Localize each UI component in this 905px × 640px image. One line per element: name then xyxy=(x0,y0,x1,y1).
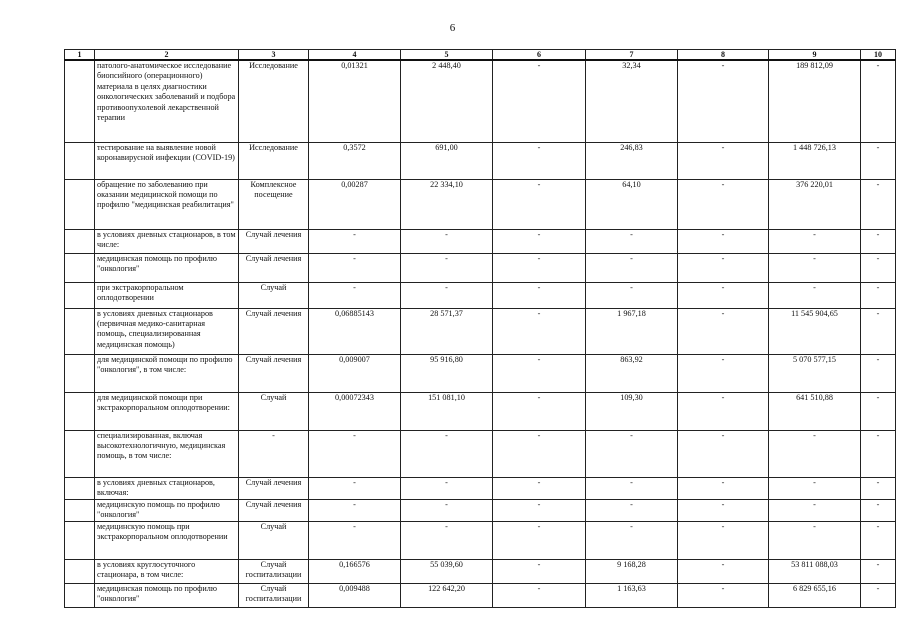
header-cell: 6 xyxy=(493,50,586,61)
value-cell-4: - xyxy=(309,282,401,308)
row-number-cell xyxy=(65,559,95,583)
value-cell-8: - xyxy=(678,559,769,583)
row-name-cell: в условиях дневных стационаров (первичная медико-санитарная помощь, специализированная медицинская помощь) xyxy=(95,308,239,354)
value-cell-6: - xyxy=(493,308,586,354)
value-cell-6: - xyxy=(493,521,586,559)
value-cell-8: - xyxy=(678,521,769,559)
header-cell: 1 xyxy=(65,50,95,61)
value-cell-9: 641 510,88 xyxy=(769,392,861,430)
row-name-cell: для медицинской помощи при экстракорпоральном оплодотворении: xyxy=(95,392,239,430)
row-name-cell: обращение по заболеванию при оказании медицинской помощи по профилю "медицинская реабилитация" xyxy=(95,179,239,229)
row-number-cell xyxy=(65,521,95,559)
value-cell-6: - xyxy=(493,499,586,521)
table-row xyxy=(65,430,896,477)
value-cell-9: - xyxy=(769,499,861,521)
row-number-cell xyxy=(65,583,95,607)
value-cell-8: - xyxy=(678,392,769,430)
value-cell-5: 691,00 xyxy=(401,142,493,179)
value-cell-10: - xyxy=(861,521,896,559)
value-cell-6: - xyxy=(493,282,586,308)
value-cell-4: - xyxy=(309,430,401,477)
header-cell: 10 xyxy=(861,50,896,61)
value-cell-8: - xyxy=(678,354,769,392)
value-cell-5: - xyxy=(401,521,493,559)
value-cell-10: - xyxy=(861,179,896,229)
unit-cell: Исследование xyxy=(239,60,309,142)
table-row xyxy=(65,229,896,253)
value-cell-4: 0,00072343 xyxy=(309,392,401,430)
row-name-cell: медицинскую помощь при экстракорпоральном оплодотворении xyxy=(95,521,239,559)
unit-cell: Случай xyxy=(239,282,309,308)
value-cell-7: - xyxy=(586,229,678,253)
value-cell-8: - xyxy=(678,308,769,354)
value-cell-7: - xyxy=(586,430,678,477)
value-cell-8: - xyxy=(678,142,769,179)
value-cell-6: - xyxy=(493,559,586,583)
row-name-cell: медицинская помощь по профилю "онкология" xyxy=(95,583,239,607)
value-cell-4: - xyxy=(309,229,401,253)
header-cell: 4 xyxy=(309,50,401,61)
value-cell-9: - xyxy=(769,477,861,499)
value-cell-7: - xyxy=(586,499,678,521)
table-row xyxy=(65,282,896,308)
unit-cell: Случай госпитализации xyxy=(239,559,309,583)
value-cell-6: - xyxy=(493,229,586,253)
value-cell-9: - xyxy=(769,430,861,477)
value-cell-4: 0,166576 xyxy=(309,559,401,583)
tariff-table xyxy=(64,49,896,608)
row-number-cell xyxy=(65,60,95,142)
value-cell-7: - xyxy=(586,282,678,308)
row-name-cell: при экстракорпоральном оплодотворении xyxy=(95,282,239,308)
value-cell-4: 0,00287 xyxy=(309,179,401,229)
value-cell-7: 32,34 xyxy=(586,60,678,142)
unit-cell: - xyxy=(239,430,309,477)
value-cell-8: - xyxy=(678,229,769,253)
row-name-cell: медицинскую помощь по профилю "онкология" xyxy=(95,499,239,521)
value-cell-10: - xyxy=(861,583,896,607)
page-number: 6 xyxy=(449,22,456,34)
table-row xyxy=(65,60,896,142)
value-cell-5: 151 081,10 xyxy=(401,392,493,430)
row-number-cell xyxy=(65,430,95,477)
value-cell-4: 0,009007 xyxy=(309,354,401,392)
unit-cell: Случай госпитализации xyxy=(239,583,309,607)
value-cell-10: - xyxy=(861,499,896,521)
value-cell-4: 0,009488 xyxy=(309,583,401,607)
table-row xyxy=(65,583,896,607)
unit-cell: Случай лечения xyxy=(239,253,309,282)
row-number-cell xyxy=(65,142,95,179)
table-row xyxy=(65,392,896,430)
value-cell-5: 2 448,40 xyxy=(401,60,493,142)
row-number-cell xyxy=(65,392,95,430)
value-cell-5: 95 916,80 xyxy=(401,354,493,392)
value-cell-7: - xyxy=(586,477,678,499)
value-cell-6: - xyxy=(493,477,586,499)
value-cell-6: - xyxy=(493,142,586,179)
row-number-cell xyxy=(65,354,95,392)
value-cell-10: - xyxy=(861,229,896,253)
row-number-cell xyxy=(65,282,95,308)
row-name-cell: в условиях дневных стационаров, в том числе: xyxy=(95,229,239,253)
value-cell-4: 0,3572 xyxy=(309,142,401,179)
row-number-cell xyxy=(65,477,95,499)
value-cell-10: - xyxy=(861,392,896,430)
value-cell-8: - xyxy=(678,60,769,142)
value-cell-5: - xyxy=(401,229,493,253)
unit-cell: Случай лечения xyxy=(239,477,309,499)
unit-cell: Случай лечения xyxy=(239,308,309,354)
value-cell-6: - xyxy=(493,392,586,430)
value-cell-8: - xyxy=(678,477,769,499)
table-row xyxy=(65,308,896,354)
value-cell-10: - xyxy=(861,308,896,354)
value-cell-8: - xyxy=(678,253,769,282)
table-row xyxy=(65,499,896,521)
value-cell-7: 109,30 xyxy=(586,392,678,430)
unit-cell: Случай лечения xyxy=(239,354,309,392)
row-name-cell: патолого-анатомическое исследование биопсийного (операционного) материала в целях диагностики онкологических заболеваний и подбора противоопухолевой лекарственной терапии xyxy=(95,60,239,142)
value-cell-6: - xyxy=(493,583,586,607)
value-cell-9: - xyxy=(769,521,861,559)
value-cell-9: - xyxy=(769,253,861,282)
value-cell-9: 6 829 655,16 xyxy=(769,583,861,607)
unit-cell: Комплексное посещение xyxy=(239,179,309,229)
header-cell: 7 xyxy=(586,50,678,61)
unit-cell: Исследование xyxy=(239,142,309,179)
table-row xyxy=(65,179,896,229)
value-cell-6: - xyxy=(493,253,586,282)
header-cell: 8 xyxy=(678,50,769,61)
value-cell-9: 53 811 088,03 xyxy=(769,559,861,583)
value-cell-7: - xyxy=(586,253,678,282)
unit-cell: Случай лечения xyxy=(239,499,309,521)
row-number-cell xyxy=(65,179,95,229)
value-cell-6: - xyxy=(493,354,586,392)
value-cell-8: - xyxy=(678,282,769,308)
value-cell-10: - xyxy=(861,253,896,282)
row-number-cell xyxy=(65,229,95,253)
value-cell-7: 64,10 xyxy=(586,179,678,229)
value-cell-5: - xyxy=(401,499,493,521)
unit-cell: Случай xyxy=(239,392,309,430)
value-cell-4: - xyxy=(309,521,401,559)
header-cell: 9 xyxy=(769,50,861,61)
value-cell-8: - xyxy=(678,583,769,607)
table-header-row xyxy=(65,50,896,61)
value-cell-7: 246,83 xyxy=(586,142,678,179)
row-number-cell xyxy=(65,308,95,354)
row-name-cell: специализированная, включая высокотехнологичную, медицинская помощь, в том числе: xyxy=(95,430,239,477)
value-cell-5: 28 571,37 xyxy=(401,308,493,354)
value-cell-10: - xyxy=(861,354,896,392)
value-cell-10: - xyxy=(861,282,896,308)
unit-cell: Случай лечения xyxy=(239,229,309,253)
value-cell-9: 376 220,01 xyxy=(769,179,861,229)
value-cell-5: - xyxy=(401,253,493,282)
value-cell-10: - xyxy=(861,430,896,477)
value-cell-9: - xyxy=(769,282,861,308)
value-cell-9: 11 545 904,65 xyxy=(769,308,861,354)
value-cell-5: - xyxy=(401,282,493,308)
value-cell-6: - xyxy=(493,60,586,142)
value-cell-4: - xyxy=(309,477,401,499)
header-cell: 2 xyxy=(95,50,239,61)
row-name-cell: медицинская помощь по профилю "онкология" xyxy=(95,253,239,282)
value-cell-10: - xyxy=(861,477,896,499)
row-name-cell: для медицинской помощи по профилю "онкология", в том числе: xyxy=(95,354,239,392)
value-cell-9: 1 448 726,13 xyxy=(769,142,861,179)
value-cell-4: - xyxy=(309,253,401,282)
value-cell-6: - xyxy=(493,430,586,477)
value-cell-10: - xyxy=(861,142,896,179)
value-cell-5: - xyxy=(401,477,493,499)
table-row xyxy=(65,559,896,583)
unit-cell: Случай xyxy=(239,521,309,559)
value-cell-8: - xyxy=(678,179,769,229)
value-cell-5: 55 039,60 xyxy=(401,559,493,583)
value-cell-8: - xyxy=(678,430,769,477)
value-cell-7: 863,92 xyxy=(586,354,678,392)
value-cell-4: - xyxy=(309,499,401,521)
value-cell-8: - xyxy=(678,499,769,521)
value-cell-7: 1 967,18 xyxy=(586,308,678,354)
row-name-cell: тестирование на выявление новой коронавирусной инфекции (COVID-19) xyxy=(95,142,239,179)
value-cell-5: 22 334,10 xyxy=(401,179,493,229)
table-row xyxy=(65,477,896,499)
value-cell-5: - xyxy=(401,430,493,477)
value-cell-6: - xyxy=(493,179,586,229)
row-number-cell xyxy=(65,253,95,282)
value-cell-10: - xyxy=(861,559,896,583)
table-row xyxy=(65,142,896,179)
table-row xyxy=(65,253,896,282)
value-cell-4: 0,01321 xyxy=(309,60,401,142)
value-cell-7: 9 168,28 xyxy=(586,559,678,583)
table-row xyxy=(65,521,896,559)
value-cell-10: - xyxy=(861,60,896,142)
value-cell-9: - xyxy=(769,229,861,253)
row-name-cell: в условиях круглосуточного стационара, в том числе: xyxy=(95,559,239,583)
header-cell: 5 xyxy=(401,50,493,61)
header-cell: 3 xyxy=(239,50,309,61)
value-cell-4: 0,06885143 xyxy=(309,308,401,354)
row-name-cell: в условиях дневных стационаров, включая: xyxy=(95,477,239,499)
value-cell-5: 122 642,20 xyxy=(401,583,493,607)
value-cell-9: 189 812,09 xyxy=(769,60,861,142)
table-body xyxy=(65,50,896,608)
value-cell-9: 5 070 577,15 xyxy=(769,354,861,392)
row-number-cell xyxy=(65,499,95,521)
table-row xyxy=(65,354,896,392)
value-cell-7: 1 163,63 xyxy=(586,583,678,607)
value-cell-7: - xyxy=(586,521,678,559)
